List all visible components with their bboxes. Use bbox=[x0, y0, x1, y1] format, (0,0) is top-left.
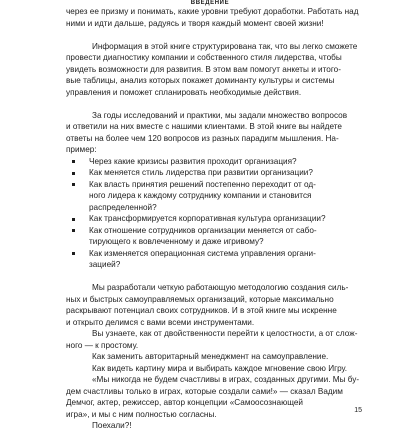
text-line: увидеть возможности для развития. В этом вам помогут анкеты и итого- bbox=[66, 64, 341, 74]
text-line: и ответили на них вместе с нашими клиентами. В этой книге вы найдете bbox=[66, 122, 342, 131]
text-line: Как видеть картину мира и выбирать каждое мгновение свою Игру. bbox=[92, 363, 348, 373]
text-line: Как меняется стиль лидерства при развитии организации? bbox=[89, 168, 313, 177]
text-line: Как власть принятия решений постепенно переходит от од- bbox=[89, 179, 316, 189]
text-line: ных и быстрых самоуправляемых организаций, которые максимально bbox=[66, 294, 334, 304]
text-line: Поехали?! bbox=[92, 421, 132, 430]
text-line: «Мы никогда не будем счастливы в играх, созданных другими. Мы бу- bbox=[92, 375, 360, 384]
paragraph-4 bbox=[66, 282, 354, 328]
text-line: дем счастливы только в играх, которые создали сами!» — сказал Вадим bbox=[66, 386, 343, 396]
text-line: через ее призму и понимать, какие уровни требуют доработки. Работать над bbox=[66, 7, 359, 16]
text-line: провести диагностику компании и собственного стиля лидерства, чтобы bbox=[66, 53, 342, 62]
text-line: Через какие кризисы развития проходит организация? bbox=[89, 156, 297, 166]
text-line: Демчог, актер, режиссер, автор концепции «Самоосознающей bbox=[66, 398, 303, 407]
text-line: и открыто делимся с вами всеми инструментами. bbox=[66, 317, 255, 327]
text-line: Вы узнаете, как от двойственности перейти к целостности, а от слож- bbox=[92, 329, 358, 338]
text-line: вые таблицы, анализ которых покажет доминанту культуры и системы bbox=[66, 76, 335, 85]
text-line: зацией? bbox=[89, 260, 121, 269]
running-head: ВВЕДЕНИЕ bbox=[190, 0, 230, 6]
page-number: 15 bbox=[354, 407, 362, 414]
text-line: пример: bbox=[66, 145, 97, 154]
list-item bbox=[66, 213, 354, 225]
text-line: Как трансформируется корпоративная культура организации? bbox=[89, 214, 326, 223]
text-line: За годы исследований и практики, мы задали множество вопросов bbox=[92, 110, 348, 120]
paragraph-9 bbox=[66, 420, 354, 432]
list-item bbox=[66, 225, 354, 248]
text-line: Как отношение сотрудников организации меняется от сабо- bbox=[89, 225, 317, 235]
text-line: тирующего к вовлеченному и даже игривому? bbox=[89, 237, 264, 246]
text-line: ними и идти дальше, радуясь и творя каждый момент своей жизни! bbox=[66, 18, 324, 28]
paragraph-6 bbox=[66, 351, 354, 363]
question-list bbox=[66, 156, 354, 271]
list-item bbox=[66, 156, 354, 168]
text-line: Мы разработали четкую работающую методологию создания силь- bbox=[92, 283, 349, 292]
paragraph-3 bbox=[66, 110, 354, 156]
paragraph-2 bbox=[66, 41, 358, 99]
paragraph-1 bbox=[66, 6, 359, 29]
text-line: раскрывают потенциал своих сотрудников. И в этой книге мы искренне bbox=[66, 306, 337, 315]
list-item bbox=[66, 248, 354, 271]
text-line: игра», и мы с ним полностью согласны. bbox=[66, 409, 217, 419]
paragraph-7 bbox=[66, 363, 354, 375]
text-line: управления и поможет спланировать необходимые действия. bbox=[66, 87, 302, 97]
text-line: Как заменить авторитарный менеджмент на самоуправление. bbox=[92, 352, 329, 361]
text-line: Как изменяется операционная система управления органи- bbox=[89, 248, 316, 258]
text-line: ного — к простому. bbox=[66, 340, 139, 350]
text-line: ответы на более чем 120 вопросов из разных парадигм мышления. На- bbox=[66, 133, 339, 143]
list-item bbox=[66, 167, 354, 179]
text-line: ного лидера к каждому сотруднику компании и становится bbox=[89, 191, 312, 200]
text-line: распределенной? bbox=[89, 202, 157, 212]
text-line: Информация в этой книге структурирована так, что вы легко сможете bbox=[92, 41, 358, 51]
list-item bbox=[66, 179, 354, 214]
paragraph-5 bbox=[66, 328, 358, 351]
